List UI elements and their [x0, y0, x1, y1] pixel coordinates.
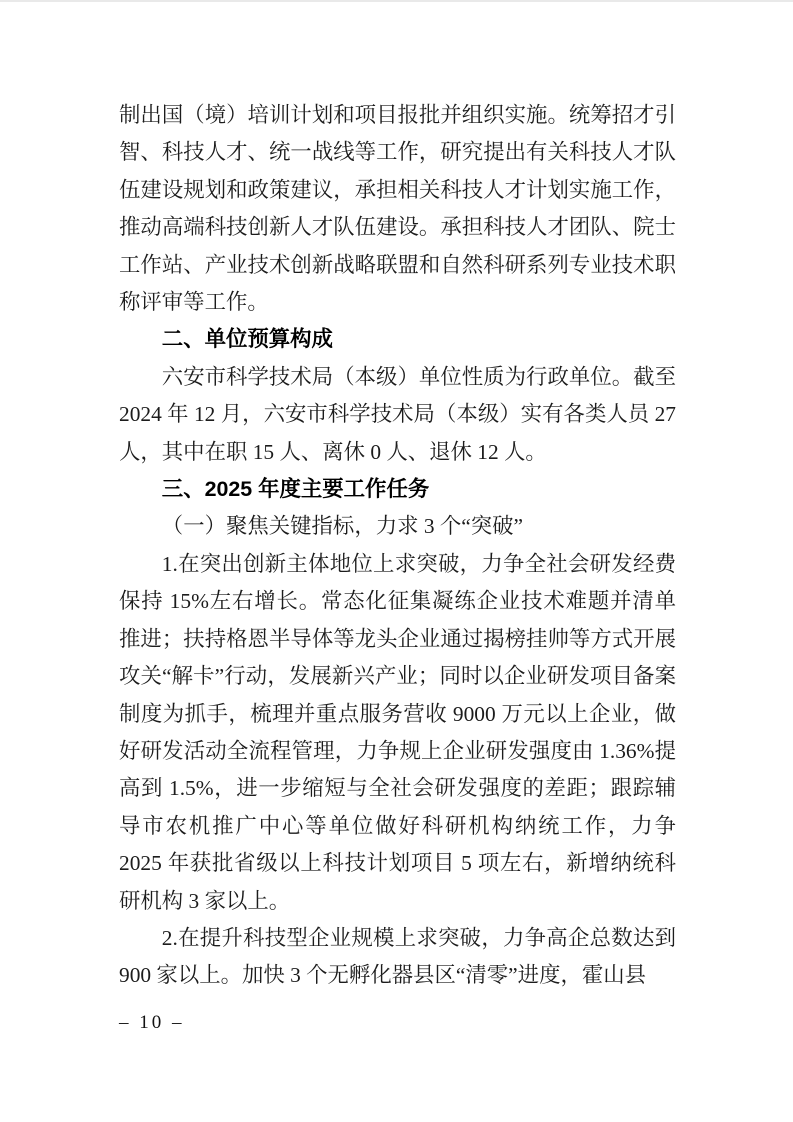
page-number: – 10 – — [119, 1012, 185, 1033]
section-heading: 三、2025 年度主要工作任务 — [161, 477, 430, 502]
paragraph: 1.在突出创新主体地位上求突破，力争全社会研发经费保持 15%左右增长。常态化征集凝练企业技术难题并清单推进；扶持格恩半导体等龙头企业通过揭榜挂帅等方式开展攻关“解卡”行动，发展新兴产业；同时以企业研发项目备案制度为抓手，梳理并重点服务营收 9000 万元以上企业，做好研发活动全流程管理，力争规上企业研发强度由 1.36%提高到 1.5%，进一步缩短与全社会研发强度的差距；跟踪辅导市农机推广中心等单位做好科研机构纳统工作，力争 2025 年获批省级以上科技计划项目 5 项左右，新增纳统科研机构 3 家以上。 — [119, 551, 676, 913]
continued-paragraph: 制出国（境）培训计划和项目报批并组织实施。统筹招才引智、科技人才、统一战线等工作，研究提出有关科技人才队伍建设规划和政策建议，承担相关科技人才计划实施工作，推动高端科技创新人才队伍建设。承担科技人才团队、院士工作站、产业技术创新战略联盟和自然科研系列专业技术职称评审等工作。 — [119, 103, 676, 315]
sub-heading: （一）聚焦关键指标，力求 3 个“突破” — [161, 514, 524, 539]
document-body — [119, 97, 676, 995]
page-top-edge — [0, 0, 793, 2]
paragraph: 六安市科学技术局（本级）单位性质为行政单位。截至 2024 年 12 月，六安市科学技术局（本级）实有各类人员 27 人，其中在职 15 人、离休 0 人、退休 12 人。 — [119, 364, 676, 464]
paragraph: 2.在提升科技型企业规模上求突破，力争高企总数达到 900 家以上。加快 3 个无孵化器县区“清零”进度，霍山县 — [119, 925, 676, 988]
section-heading: 二、单位预算构成 — [161, 327, 333, 352]
